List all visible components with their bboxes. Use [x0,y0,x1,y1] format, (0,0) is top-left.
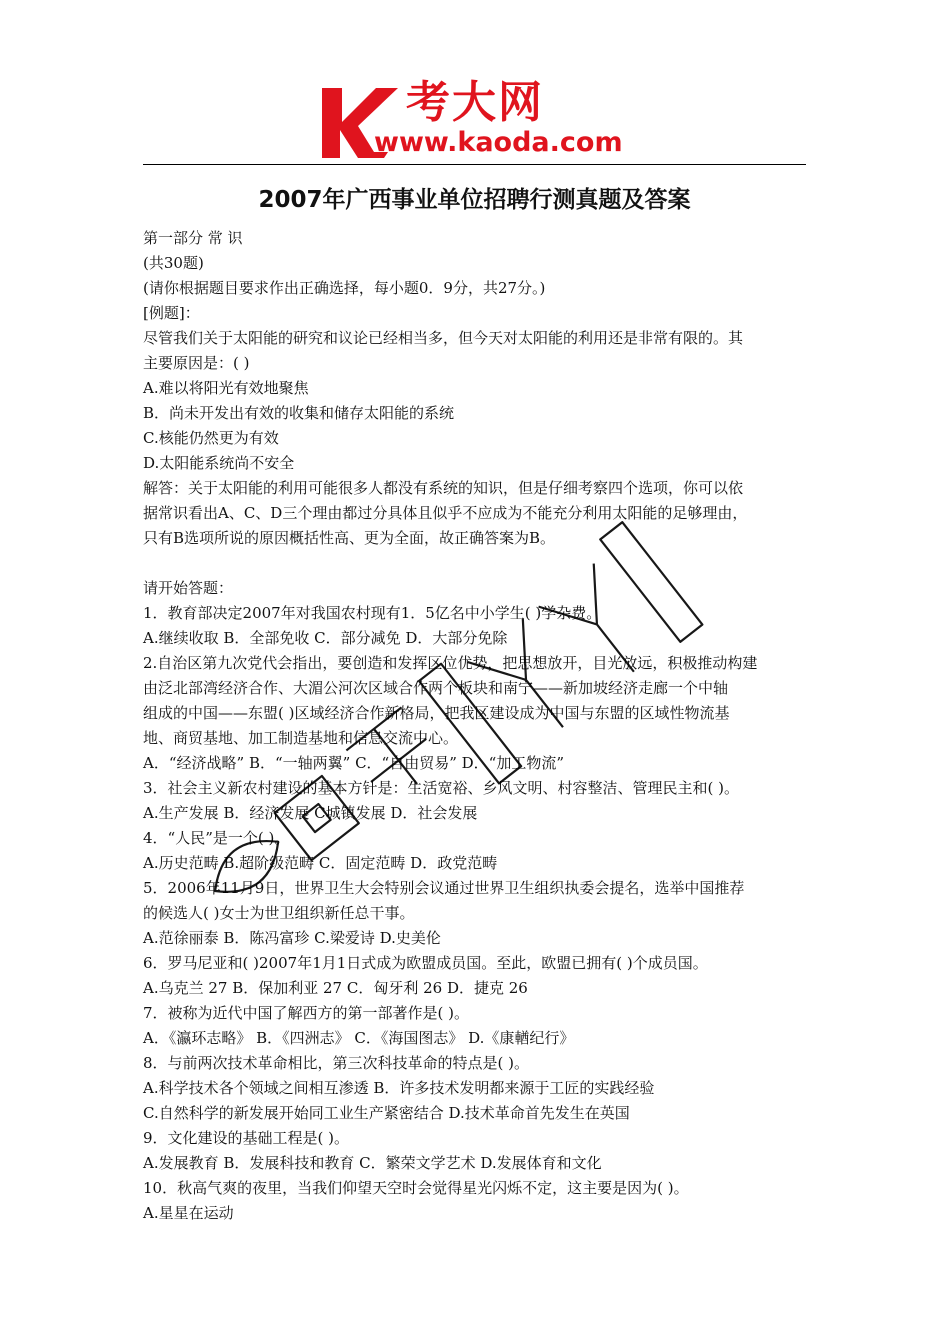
text-line: 只有B选项所说的原因概括性高、更为全面，故正确答案为B。 [143,529,556,547]
logo-url: www.kaoda.com [374,127,623,158]
text-line: A.星星在运动 [143,1204,234,1222]
text-line: A.历史范畴 B.超阶级范畴 C．固定范畴 D．政党范畴 [143,854,498,872]
text-line: (请你根据题目要求作出正确选择，每小题0．9分，共27分。) [143,279,546,297]
text-line: 2.自治区第九次党代会指出，要创造和发挥区位优势，把思想放开，目光放远，积极推动构建 [143,654,758,672]
text-line: 请开始答题： [143,579,234,597]
text-line: A．《瀛环志略》 B．《四洲志》 C．《海国图志》 D.《康輶纪行》 [143,1029,575,1047]
text-line: (共30题) [143,254,204,272]
text-line: 3．社会主义新农村建设的基本方针是：生活宽裕、乡风文明、村容整洁、管理民主和( )。 [143,779,740,797]
text-line: 7．被称为近代中国了解西方的第一部著作是( )。 [143,1004,470,1022]
document-body [143,226,811,1226]
text-line: A.发展教育 B．发展科技和教育 C．繁荣文学艺术 D.发展体育和文化 [143,1154,602,1172]
text-line: 的候选人( )女士为世卫组织新任总干事。 [143,904,415,922]
text-line: A.生产发展 B．经济发展 C城镇发展 D．社会发展 [143,804,478,822]
text-line: A.科学技术各个领域之间相互渗透 B．许多技术发明都来源于工匠的实践经验 [143,1079,655,1097]
text-line: C.自然科学的新发展开始同工业生产紧密结合 D.技术革命首先发生在英国 [143,1104,630,1122]
text-line: 1．教育部决定2007年对我国农村现有1．5亿名中小学生( )学杂费。 [143,604,602,622]
text-line: 组成的中国——东盟( )区域经济合作新格局，把我区建设成为中国与东盟的区域性物流基 [143,704,730,722]
text-line: 9．文化建设的基础工程是( )。 [143,1129,350,1147]
text-line: 解答：关于太阳能的利用可能很多人都没有系统的知识，但是仔细考察四个选项，你可以依 [143,479,744,497]
text-line: A.范徐丽泰 B．陈冯富珍 C.梁爱诗 D.史美伦 [143,929,441,947]
text-line: 6．罗马尼亚和( )2007年1月1日式成为欧盟成员国。至此，欧盟已拥有( )个成员国。 [143,954,708,972]
text-line: 8．与前两次技术革命相比，第三次科技革命的特点是( )。 [143,1054,530,1072]
text-line: D.太阳能系统尚不安全 [143,454,295,472]
kaoda-logo [318,78,648,162]
text-line: 第一部分 常 识 [143,229,243,247]
text-line [143,551,811,576]
text-line: 地、商贸基地、加工制造基地和信息交流中心。 [143,729,459,747]
header-divider [143,164,806,165]
text-line: 由泛北部湾经济合作、大湄公河次区域合作两个板块和南宁——新加坡经济走廊一个中轴 [143,679,729,697]
text-line: 5．2006年11月9日，世界卫生大会特别会议通过世界卫生组织执委会提名，选举中国推荐 [143,879,745,897]
text-line: B．尚未开发出有效的收集和储存太阳能的系统 [143,404,455,422]
text-line: A.继续收取 B．全部免收 C．部分减免 D．大部分免除 [143,629,508,647]
text-line: 10．秋高气爽的夜里，当我们仰望天空时会觉得星光闪烁不定，这主要是因为( )。 [143,1179,689,1197]
text-line: 尽管我们关于太阳能的研究和议论已经相当多，但今天对太阳能的利用还是非常有限的。其 [143,329,744,347]
text-line: 4．“人民”是一个( )。 [143,829,290,847]
text-line: C.核能仍然更为有效 [143,429,279,447]
text-line: 主要原因是：( ) [143,354,250,372]
text-line: [例题]： [143,304,200,322]
text-line: A．“经济战略” B．“一轴两翼” C．“自由贸易” D．“加工物流” [143,754,565,772]
text-line: A.乌克兰 27 B．保加利亚 27 C．匈牙利 26 D．捷克 26 [143,979,528,997]
text-line: A.难以将阳光有效地聚焦 [143,379,309,397]
logo-text-cn: 考大网 [406,77,544,128]
document-title: 2007年广西事业单位招聘行测真题及答案 [258,187,691,213]
text-line: 据常识看出A、C、D三个理由都过分具体且似乎不应成为不能充分利用太阳能的足够理由， [143,504,748,522]
